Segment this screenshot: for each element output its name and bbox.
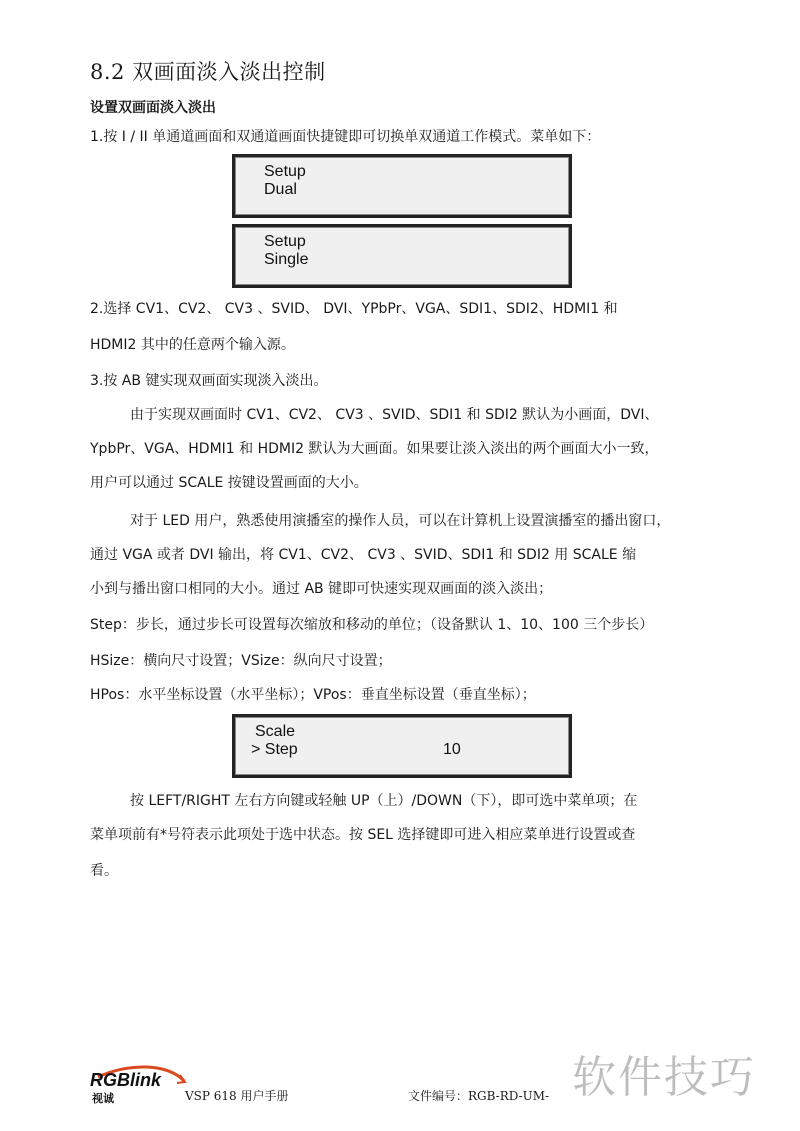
lcd-line: Setup — [264, 233, 306, 250]
paragraph-line: 按 LEFT/RIGHT 左右方向键或轻触 UP（上）/DOWN（下），即可选中菜单项；在 — [130, 793, 638, 809]
paragraph-line: 小到与播出窗口相同的大小。通过 AB 键即可快速实现双画面的淡入淡出； — [90, 581, 553, 597]
paragraph-line: 对于 LED 用户，熟悉使用演播室的操作人员，可以在计算机上设置演播室的播出窗口， — [130, 513, 671, 529]
footer-doc-number: 文件编号：RGB-RD-UM- — [408, 1089, 550, 1103]
lcd-menu-dual — [232, 154, 572, 218]
paragraph-line: HPos：水平坐标设置（水平坐标）；VPos：垂直坐标设置（垂直坐标）； — [90, 687, 536, 703]
section-subheading: 设置双画面淡入淡出 — [90, 100, 216, 116]
paragraph-line: 1.按 I / II 单通道画面和双通道画面快捷键即可切换单双通道工作模式。菜单如下： — [90, 129, 601, 145]
paragraph-line: 通过 VGA 或者 DVI 输出，将 CV1、CV2、 CV3 、SVID、SDI1 和 SDI2 用 SCALE 缩 — [90, 547, 637, 563]
lcd-line: Dual — [264, 181, 297, 198]
paragraph-line: 菜单项前有*号符表示此项处于选中状态。按 SEL 选择键即可进入相应菜单进行设置或查 — [90, 827, 636, 843]
paragraph-line: 2.选择 CV1、CV2、 CV3 、SVID、 DVI、YPbPr、VGA、SDI1、SDI2、HDMI1 和 — [90, 301, 618, 317]
lcd-menu-single — [232, 224, 572, 288]
paragraph-line: 由于实现双画面时 CV1、CV2、 CV3 、SVID、SDI1 和 SDI2 默认为小画面，DVI、 — [130, 407, 659, 423]
paragraph-line: YpbPr、VGA、HDMI1 和 HDMI2 默认为大画面。如果要让淡入淡出的两个画面大小一致， — [90, 441, 659, 457]
paragraph-line: Step：步长，通过步长可设置每次缩放和移动的单位；（设备默认 1、10、100 三个步长） — [90, 617, 654, 633]
lcd-line: Scale — [255, 723, 296, 740]
lcd-line: > Step — [251, 741, 298, 758]
rgblink-logo — [88, 1063, 188, 1103]
logo-subtext: 视诚 — [92, 1092, 114, 1105]
paragraph-line: HDMI2 其中的任意两个输入源。 — [90, 337, 295, 353]
lcd-line: Setup — [264, 163, 306, 180]
watermark-text: 软件技巧 — [572, 1052, 756, 1103]
paragraph-line: 看。 — [90, 863, 118, 879]
section-heading: 8.2 双画面淡入淡出控制 — [90, 60, 326, 84]
lcd-line: Single — [264, 251, 309, 268]
paragraph-line: HSize：横向尺寸设置；VSize：纵向尺寸设置； — [90, 653, 392, 669]
lcd-menu-scale — [232, 714, 572, 778]
lcd-value: 10 — [443, 741, 461, 758]
paragraph-line: 用户可以通过 SCALE 按键设置画面的大小。 — [90, 475, 368, 491]
paragraph-line: 3.按 AB 键实现双画面实现淡入淡出。 — [90, 373, 328, 389]
logo-text: RGBlink — [90, 1070, 162, 1090]
footer-manual-title: VSP 618 用户手册 — [185, 1089, 289, 1103]
